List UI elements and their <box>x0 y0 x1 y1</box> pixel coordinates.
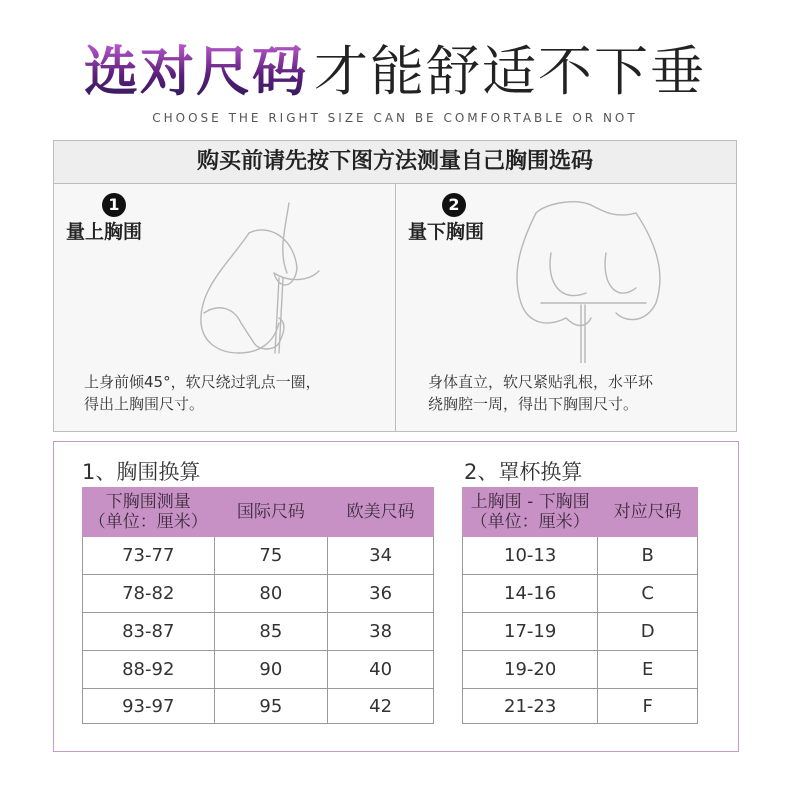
bust-cell-range: 73-77 <box>83 537 215 575</box>
cup-header-difference <box>463 488 598 537</box>
cup-conversion-table <box>462 487 698 724</box>
bust-cell-intl: 90 <box>214 651 328 689</box>
cup-header-difference-line1: 上胸围 - 下胸围 <box>470 492 590 512</box>
cup-cell-range: 10-13 <box>463 537 598 575</box>
step-upper-bust <box>54 183 396 431</box>
bust-header-underbust <box>83 488 215 537</box>
bust-cell-intl: 95 <box>214 689 328 724</box>
cup-header-difference-line2: （单位：厘米） <box>470 512 590 532</box>
table-row <box>463 689 698 724</box>
title-accent: 选对尺码 <box>84 40 308 103</box>
measure-heading: 购买前请先按下图方法测量自己胸围选码 <box>54 141 736 184</box>
page-subtitle: CHOOSE THE RIGHT SIZE CAN BE COMFORTABLE OR NOT <box>152 111 638 125</box>
bust-header-underbust-line1: 下胸围测量 <box>105 492 191 512</box>
table-row <box>83 689 434 724</box>
step-label-lower: 量下胸围 <box>408 221 485 243</box>
bust-header-eu-us: 欧美尺码 <box>328 488 434 537</box>
measure-instructions <box>53 140 737 432</box>
table-row <box>83 651 434 689</box>
bust-cell-intl: 75 <box>214 537 328 575</box>
table-row <box>83 537 434 575</box>
upper-bust-illustration-icon <box>179 193 339 363</box>
step-desc-upper-line2: 得出上胸围尺寸。 <box>84 395 205 413</box>
page-title <box>0 40 790 103</box>
lower-bust-illustration-icon <box>506 193 676 363</box>
step-desc-lower <box>428 371 653 415</box>
step-desc-lower-line1: 身体直立，软尺紧贴乳根，水平环 <box>428 373 654 391</box>
cup-table-header-row <box>463 488 698 537</box>
bust-cell-range: 78-82 <box>83 575 215 613</box>
title-rest: 才能舒适不下垂 <box>314 40 706 103</box>
cup-cell-size: C <box>598 575 698 613</box>
cup-table-title: 2、罩杯换算 <box>464 460 583 484</box>
cup-cell-range: 14-16 <box>463 575 598 613</box>
cup-cell-size: D <box>598 613 698 651</box>
bust-cell-eu-us: 42 <box>328 689 434 724</box>
bust-cell-intl: 85 <box>214 613 328 651</box>
bust-cell-eu-us: 38 <box>328 613 434 651</box>
table-row <box>463 537 698 575</box>
step-desc-lower-line2: 绕胸腔一周，得出下胸围尺寸。 <box>428 395 639 413</box>
table-row <box>83 613 434 651</box>
bust-cell-eu-us: 40 <box>328 651 434 689</box>
bust-table-title: 1、胸围换算 <box>82 460 201 484</box>
step-number-2: 2 <box>442 193 466 217</box>
table-row <box>83 575 434 613</box>
bust-header-intl: 国际尺码 <box>214 488 328 537</box>
cup-header-size: 对应尺码 <box>598 488 698 537</box>
bust-cell-range: 93-97 <box>83 689 215 724</box>
cup-cell-range: 19-20 <box>463 651 598 689</box>
bust-header-underbust-line2: （单位：厘米） <box>88 512 208 532</box>
page-header <box>0 40 790 125</box>
bust-cell-eu-us: 36 <box>328 575 434 613</box>
bust-cell-intl: 80 <box>214 575 328 613</box>
cup-cell-size: E <box>598 651 698 689</box>
cup-cell-range: 17-19 <box>463 613 598 651</box>
step-number-1: 1 <box>102 193 126 217</box>
bust-table-header-row <box>83 488 434 537</box>
bust-cell-eu-us: 34 <box>328 537 434 575</box>
step-desc-upper <box>84 371 321 415</box>
bust-cell-range: 83-87 <box>83 613 215 651</box>
cup-cell-size: F <box>598 689 698 724</box>
table-row <box>463 575 698 613</box>
step-lower-bust <box>396 183 737 431</box>
cup-cell-range: 21-23 <box>463 689 598 724</box>
size-conversion-panel <box>53 441 739 752</box>
bust-cell-range: 88-92 <box>83 651 215 689</box>
cup-cell-size: B <box>598 537 698 575</box>
table-row <box>463 613 698 651</box>
step-desc-upper-line1: 上身前倾45°，软尺绕过乳点一圈， <box>84 373 321 391</box>
step-label-upper: 量上胸围 <box>66 221 143 243</box>
table-row <box>463 651 698 689</box>
bust-conversion-table <box>82 487 434 724</box>
